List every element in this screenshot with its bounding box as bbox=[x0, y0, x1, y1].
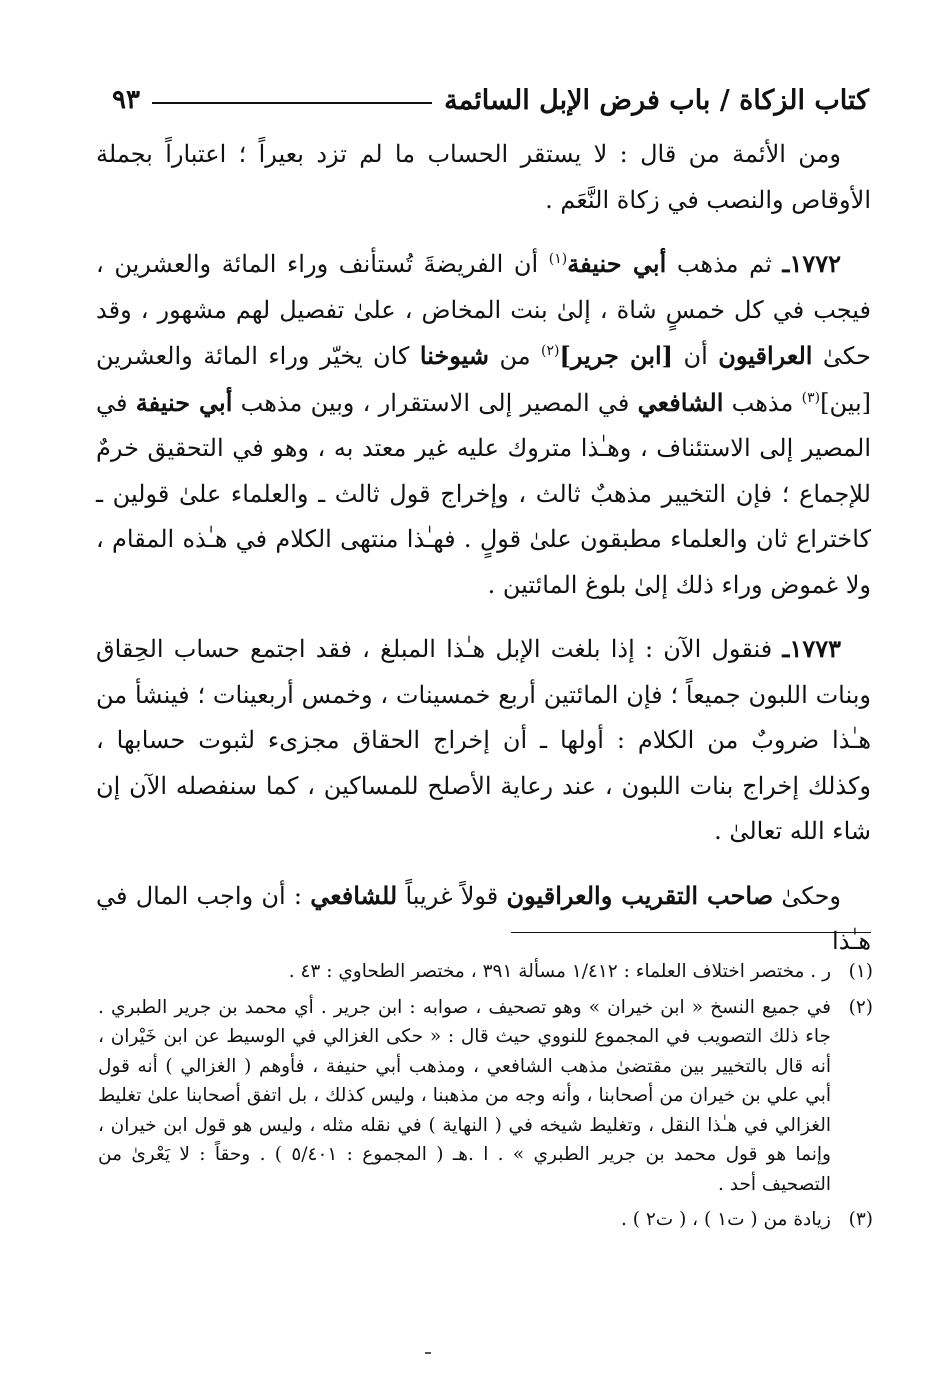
footnote-item bbox=[98, 1205, 873, 1235]
text-segment: من bbox=[489, 342, 542, 370]
word-shuyukhina: شيوخنا bbox=[419, 341, 490, 370]
text-segment: في المصير إلى الاستقرار ، وبين مذهب bbox=[232, 388, 638, 417]
footnote-ref-1: (١) bbox=[548, 251, 568, 267]
footnotes bbox=[98, 957, 873, 1241]
footnote-ref-3: (٣) bbox=[801, 389, 821, 406]
text-segment: قولاً غريباً bbox=[397, 881, 507, 910]
issue-number-1772: ١٧٧٢ـ bbox=[782, 249, 841, 278]
text-segment: ثم مذهب bbox=[666, 250, 783, 278]
name-abu-hanifa: أبي حنيفة bbox=[567, 249, 667, 278]
text-segment: في المصير إلى الاستئناف ، وهـٰذا متروك عليه غير معتد به ، وهو في التحقيق خرمٌ للإجماع ؛ فإن التخيير مذهبٌ ثالث ، وإخراج قول ثالث ـ والعلماء علىٰ قولين ـ كاختراع ثان والعلماء مطبقون علىٰ قولٍ . فهـٰذا منتهى الكلام في هـٰذه المقام ، ولا غموض وراء ذلك إلىٰ بلوغ المائتين . bbox=[96, 388, 871, 599]
paragraph-1772 bbox=[96, 241, 871, 608]
footnote-separator bbox=[511, 932, 871, 933]
print-mark bbox=[425, 1352, 431, 1354]
name-shafii: للشافعي bbox=[310, 880, 398, 910]
issue-number-1773: ١٧٧٣ـ bbox=[782, 634, 841, 663]
name-sahib-altaqrib: صاحب التقريب والعراقيون bbox=[506, 880, 774, 910]
name-shafii: الشافعي bbox=[637, 387, 724, 417]
footnote-ref-2: (٢) bbox=[541, 343, 560, 359]
name-ibn-jarir: [ابن جرير] bbox=[559, 341, 674, 370]
text-segment: كان يخيّر وراء المائة والعشرين [بين] bbox=[96, 342, 871, 417]
name-iraqiyun: العراقيون bbox=[718, 341, 813, 370]
text-segment: وحكىٰ bbox=[773, 881, 842, 910]
footnote-item bbox=[98, 993, 873, 1200]
paragraph-1: ومن الأئمة من قال : لا يستقر الحساب ما لم تزد بعيراً ؛ اعتباراً بجملة الأوقاص والنصب في زكاة النَّعَم . bbox=[96, 140, 871, 214]
text-segment: أن bbox=[673, 342, 719, 370]
footnote-number: (٣) bbox=[848, 1209, 873, 1230]
footnote-item bbox=[98, 957, 873, 987]
header-title: كتاب الزكاة / باب فرض الإبل السائمة bbox=[444, 84, 869, 116]
name-abu-hanifa: أبي حنيفة bbox=[135, 387, 233, 417]
page-number: ٩٣ bbox=[112, 85, 140, 115]
main-text bbox=[96, 132, 871, 965]
text-segment: أن الفريضةَ تُستأنف وراء المائة والعشرين ، فيجب في كل خمسٍ شاة ، إلىٰ بنت المخاض ، علىٰ تفصيل لهم مشهور ، وقد حكىٰ bbox=[96, 250, 871, 370]
paragraph-1773 bbox=[96, 626, 871, 855]
footnote-text: في جميع النسخ « ابن خيران » وهو تصحيف ، صوابه : ابن جرير . أي محمد بن جرير الطبري . جاء ذلك التصويب في المجموع للنووي حيث قال : « حكى الغزالي في الوسيط عن ابن خَيْران ، أنه قال بالتخيير بين مقتضىٰ مذهب الشافعي ، ومذهب أبي حنيفة ، فأوهم ( الغزالي ) أنه قول أبي علي بن خيران من أصحابنا ، وأنه وجه من مذهبنا ، وليس كذلك ، بل اتفق أصحابنا علىٰ تغليط الغزالي في هـٰذا النقل ، وتغليط شيخه في ( النهاية ) في نقله مثله ، وليس هو قول ابن خيران ، وإنما هو قول محمد بن جرير الطبري » . ا .هـ ( المجموع : ٥/٤٠١ ) . وحقاً : لا يَعْرىٰ من التصحيف أحد . bbox=[98, 996, 831, 1195]
text-segment: مذهب bbox=[723, 388, 802, 417]
running-header bbox=[112, 80, 869, 120]
footnote-number: (٢) bbox=[848, 996, 873, 1018]
text-segment: : أن واجب المال في هـٰذا bbox=[96, 881, 871, 955]
text-segment: فنقول الآن : إذا بلغت الإبل هـٰذا المبلغ ، فقد اجتمع حساب الحِقاق وبنات اللبون جميعاً ؛ فإن المائتين أربع خمسينات ، وخمس أربعينات ؛ فينشأ من هـٰذا ضروبٌ من الكلام : أولها ـ أن إخراج الحقاق مجزىء لثبوت حسابها ، وكذلك إخراج بنات اللبون ، عند رعاية الأصلح للمساكين ، كما سنفصله الآن إن شاء الله تعالىٰ . bbox=[96, 635, 871, 845]
header-rule bbox=[152, 102, 432, 104]
footnote-text: ر . مختصر اختلاف العلماء : ١/٤١٢ مسألة ٣٩١ ، مختصر الطحاوي : ٤٣ . bbox=[288, 961, 831, 982]
paragraph-4 bbox=[96, 873, 871, 965]
footnote-number: (١) bbox=[848, 961, 873, 982]
footnote-text: زيادة من ( ت١ ) ، ( ت٢ ) . bbox=[620, 1209, 831, 1230]
